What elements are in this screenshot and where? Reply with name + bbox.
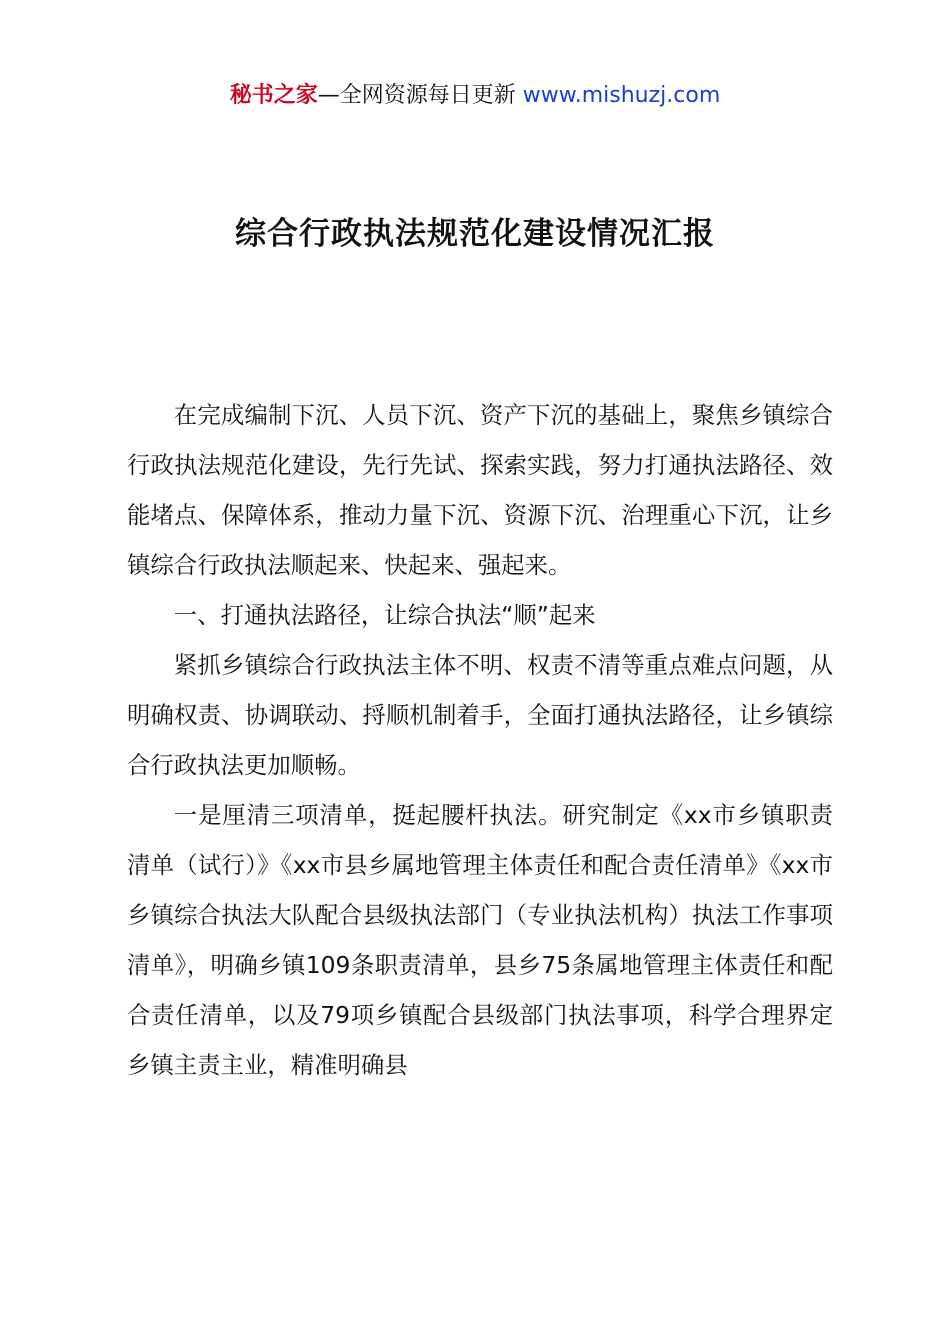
paragraph-item-1: 一是厘清三项清单，挺起腰杆执法。研究制定《xx市乡镇职责清单（试行）》《xx市县乡属地管理主体责任和配合责任清单》《xx市乡镇综合执法大队配合县级执法部门（专业执法机构）执法工作事项清单》，明确乡镇109条职责清单，县乡75条属地管理主体责任和配合责任清单，以及79项乡镇配合县级部门执法事项，科学合理界定乡镇主责主业，精准明确县 <box>127 801 833 1079</box>
section-heading-1: 一、打通执法路径，让综合执法“顺”起来 <box>173 601 596 629</box>
paragraph-intro: 在完成编制下沉、人员下沉、资产下沉的基础上，聚焦乡镇综合行政执法规范化建设，先行先试、探索实践，努力打通执法路径、效能堵点、保障体系，推动力量下沉、资源下沉、治理重心下沉，让乡镇综合行政执法顺起来、快起来、强起来。 <box>127 401 833 579</box>
document-body <box>127 390 833 1090</box>
site-tagline: —全网资源每日更新 <box>317 83 523 108</box>
site-header <box>0 80 950 112</box>
paragraph-section-1-summary: 紧抓乡镇综合行政执法主体不明、权责不清等重点难点问题，从明确权责、协调联动、捋顺机制着手，全面打通执法路径，让乡镇综合行政执法更加顺畅。 <box>127 651 833 779</box>
site-url-link[interactable]: www.mishuzj.com <box>522 83 721 108</box>
document-title: 综合行政执法规范化建设情况汇报 <box>235 216 715 252</box>
site-brand: 秘书之家 <box>229 83 318 108</box>
